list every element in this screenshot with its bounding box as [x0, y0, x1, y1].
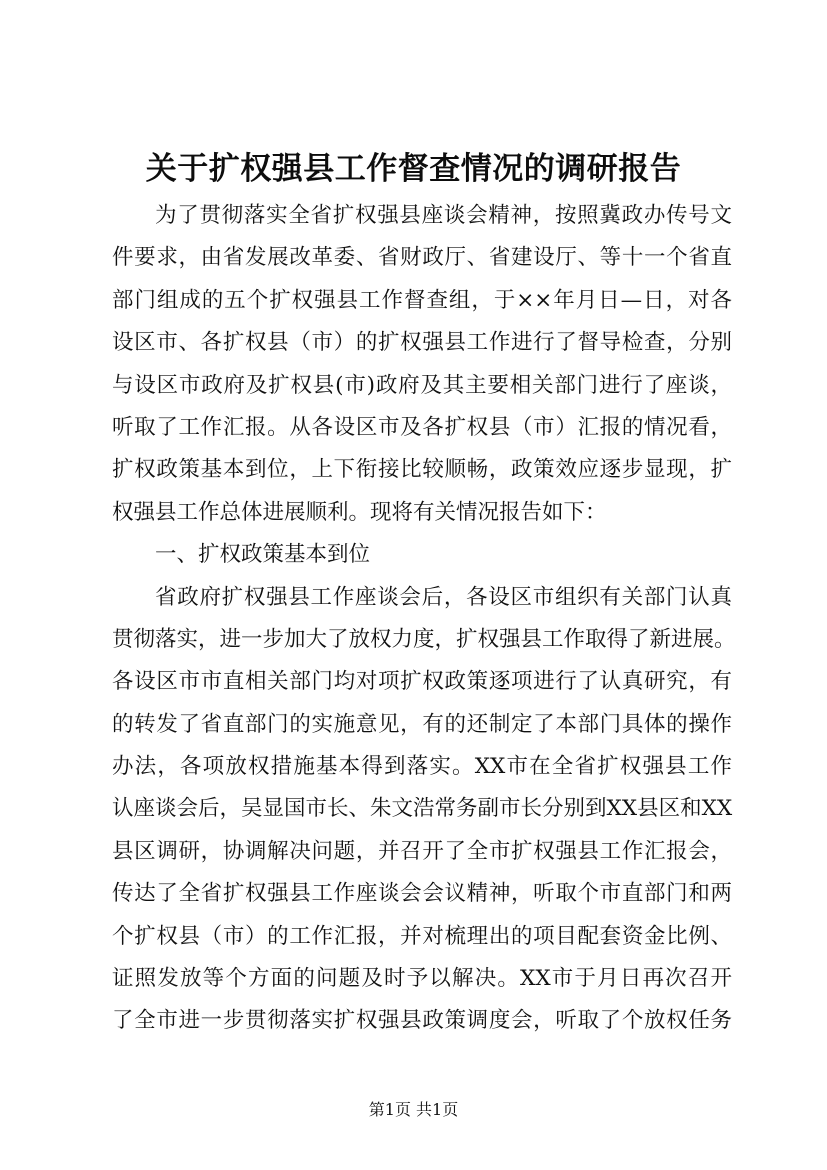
paragraph-line: 了全市进一步贯彻落实扩权强县政策调度会，听取了个放权任务 — [112, 1008, 732, 1034]
paragraph-line: 认座谈会后，吴显国市长、朱文浩常务副市长分别到XX县区和XX — [112, 796, 733, 822]
paragraph-line: 贯彻落实，进一步加大了放权力度，扩权强县工作取得了新进展。 — [112, 626, 736, 652]
paragraph-line: 扩权政策基本到位，上下衔接比较顺畅，政策效应逐步显现，扩 — [112, 457, 732, 483]
page-number-footer: 第1页 共1页 — [368, 1100, 459, 1119]
paragraph-line: 件要求，由省发展改革委、省财政厅、省建设厅、等十一个省直 — [112, 245, 732, 271]
paragraph-line: 各设区市市直相关部门均对项扩权政策逐项进行了认真研究，有 — [112, 669, 732, 695]
section-heading: 一、扩权政策基本到位 — [155, 542, 371, 568]
paragraph-line: 部门组成的五个扩权强县工作督查组，于××年月日—日，对各 — [112, 287, 732, 313]
paragraph-line: 与设区市政府及扩权县(市)政府及其主要相关部门进行了座谈， — [112, 372, 732, 398]
paragraph-line: 县区调研，协调解决问题，并召开了全市扩权强县工作汇报会， — [112, 838, 732, 864]
paragraph-line: 听取了工作汇报。从各设区市及各扩权县（市）汇报的情况看， — [112, 414, 732, 440]
paragraph-line: 办法，各项放权措施基本得到落实。XX市在全省扩权强县工作 — [112, 754, 732, 780]
paragraph-line: 权强县工作总体进展顺利。现将有关情况报告如下： — [112, 499, 607, 525]
paragraph-line: 的转发了省直部门的实施意见，有的还制定了本部门具体的操作 — [112, 711, 732, 737]
document-body — [112, 195, 736, 1043]
paragraph-line: 设区市、各扩权县（市）的扩权强县工作进行了督导检查，分别 — [112, 330, 732, 356]
paragraph-line: 传达了全省扩权强县工作座谈会会议精神，听取个市直部门和两 — [112, 881, 732, 907]
paragraph-line: 省政府扩权强县工作座谈会后，各设区市组织有关部门认真 — [155, 584, 732, 610]
paragraph-line: 个扩权县（市）的工作汇报，并对梳理出的项目配套资金比例、 — [112, 923, 732, 949]
document-title: 关于扩权强县工作督查情况的调研报告 — [145, 151, 682, 187]
paragraph-line: 为了贯彻落实全省扩权强县座谈会精神，按照冀政办传号文 — [155, 203, 732, 228]
paragraph-line: 证照发放等个方面的问题及时予以解决。XX市于月日再次召开 — [112, 966, 732, 992]
